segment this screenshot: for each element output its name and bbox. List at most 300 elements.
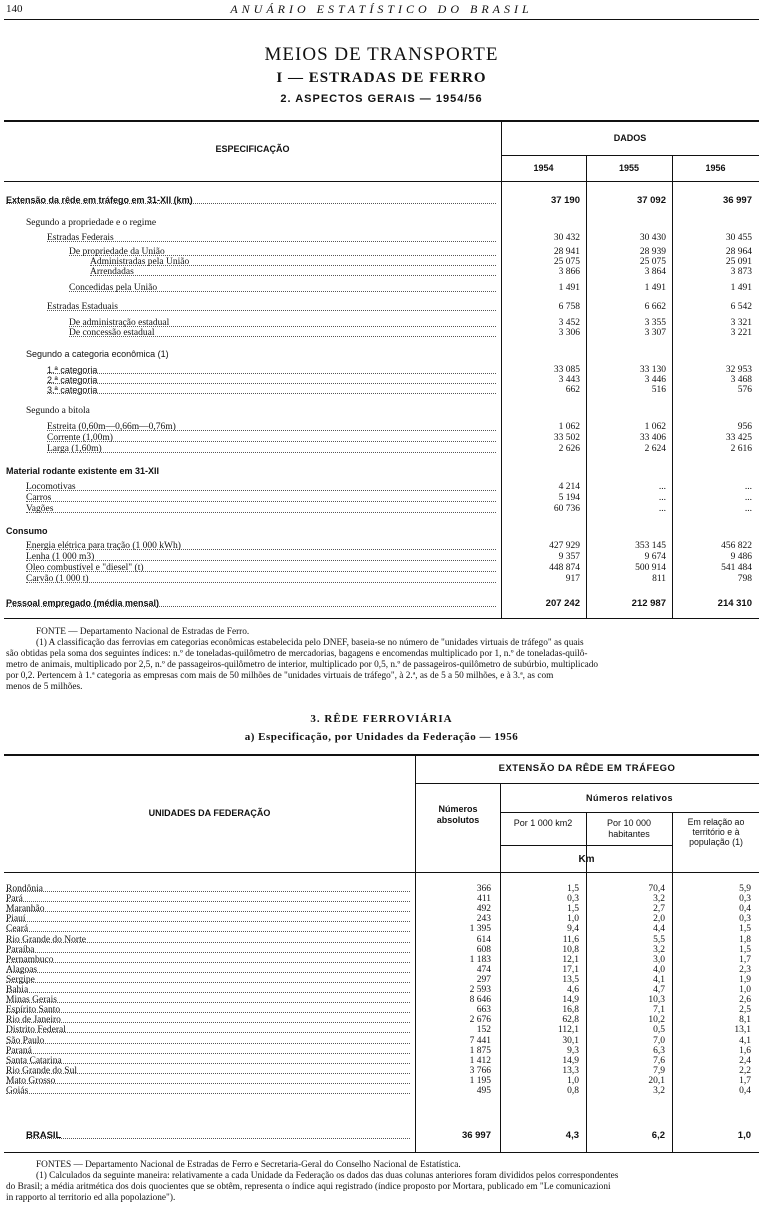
cell-value: 1,9 xyxy=(739,974,751,985)
cell-value: 4,0 xyxy=(653,964,665,975)
table-row xyxy=(0,1036,763,1046)
cell-value: 427 929 xyxy=(549,541,580,551)
cell-value: 36 997 xyxy=(722,195,752,206)
cell-value: 9,4 xyxy=(567,924,579,935)
state-name: Paraíba xyxy=(6,944,35,955)
cell-value: 2 626 xyxy=(558,444,580,454)
cell-value: 0,4 xyxy=(739,1086,751,1096)
footnote-line: por 0,2. Pertencem à 1.ª categoria as empresas com mais de 50 milhões de "unidades virtuais de tráfego", à 2.ª, as de 5 a 50 milhões, e à 3.ª, as com xyxy=(6,671,554,681)
cell-value: 1 491 xyxy=(558,283,580,293)
cell-value: 28 939 xyxy=(639,247,666,257)
subsection-title: 2. ASPECTOS GERAIS — 1954/56 xyxy=(280,93,483,105)
year-header-1955: 1955 xyxy=(618,163,640,173)
cell-value: 2,4 xyxy=(739,1055,751,1066)
row-label: Pessoal empregado (média mensal) xyxy=(6,598,160,608)
cell-value: 0,8 xyxy=(567,1086,579,1096)
cell-value: 9 357 xyxy=(558,552,580,562)
cell-value: 5,9 xyxy=(739,884,751,894)
cell-value: 1,7 xyxy=(739,954,751,965)
cell-value: 3 766 xyxy=(469,1065,491,1076)
combined-index-header: Em relação ao território e à população (1) xyxy=(687,817,745,847)
row-label: Segundo a categoria econômica (1) xyxy=(26,349,169,359)
table-row xyxy=(0,945,763,955)
cell-value: 541 484 xyxy=(721,563,752,573)
leader-dots xyxy=(6,1022,410,1023)
cell-value: 70,4 xyxy=(648,884,665,894)
cell-value: 9 674 xyxy=(644,552,666,562)
cell-value: 1 183 xyxy=(469,954,491,965)
leader-dots xyxy=(6,901,410,902)
state-name: Piauí xyxy=(6,914,26,925)
cell-value: 243 xyxy=(476,914,491,925)
year-header-1956: 1956 xyxy=(705,163,726,173)
cell-value: 62,8 xyxy=(562,1015,579,1026)
cell-value: 3 307 xyxy=(644,328,666,338)
table-row xyxy=(0,1025,763,1035)
state-name: Bahia xyxy=(6,985,29,995)
row-label: Estradas Estaduais xyxy=(47,302,118,312)
cell-value: 3 452 xyxy=(558,318,580,328)
cell-value: 1 875 xyxy=(469,1045,491,1056)
table-row xyxy=(0,1015,763,1025)
cell-value: 1,0 xyxy=(567,914,579,925)
cell-value: 576 xyxy=(737,385,752,395)
row-label: Segundo a propriedade e o regime xyxy=(26,218,157,228)
cell-value: 608 xyxy=(476,944,491,955)
row-label: Lenha (1 000 m3) xyxy=(26,552,95,562)
table-row xyxy=(0,349,763,360)
cell-value: 3 468 xyxy=(730,375,752,385)
state-name: Minas Gerais xyxy=(6,995,57,1006)
cell-value: 13,3 xyxy=(562,1065,579,1076)
table-row xyxy=(0,267,763,278)
footnote-line: do Brasil; a média aritmética dos dois quocientes que se obtêm, representa o índice aqui registrado (índice proposto por Mortara, publicado em "Le comunicazioni xyxy=(6,1182,611,1192)
cell-value: 10,3 xyxy=(648,995,665,1006)
cell-value: ... xyxy=(658,493,666,503)
cell-value: 4,1 xyxy=(739,1035,751,1046)
state-name: Mato Grosso xyxy=(6,1075,56,1086)
state-name: Ceará xyxy=(6,924,29,935)
leader-dots xyxy=(90,275,496,276)
total-value: 1,0 xyxy=(737,1130,751,1141)
per-population-header: Por 10 000 habitantes xyxy=(606,818,652,839)
cell-value: 3,2 xyxy=(653,894,665,905)
table-row xyxy=(0,1046,763,1056)
footnote-line: metro de animais, multiplicado por 2,5, n.º de passageiros-quilômetro de interior, multiplicado por 0,5, n.º de passageiros-quilômetro de subúrbio, multiplicado xyxy=(6,660,599,670)
cell-value: 2,5 xyxy=(739,1005,751,1016)
cell-value: 6,3 xyxy=(653,1045,665,1056)
total-value: 36 997 xyxy=(461,1130,491,1141)
leader-dots xyxy=(6,911,410,912)
cell-value: 3 866 xyxy=(558,267,580,277)
cell-value: 1 062 xyxy=(644,422,666,432)
total-label: BRASIL xyxy=(26,1130,62,1141)
cell-value: 30 455 xyxy=(725,233,752,243)
leader-dots xyxy=(6,952,410,953)
cell-value: 1 412 xyxy=(469,1055,491,1066)
cell-value: ... xyxy=(744,504,752,514)
cell-value: 1,5 xyxy=(739,944,751,955)
table-row xyxy=(0,504,763,515)
footnote-line: (1) A classificação das ferrovias em categorias econômicas estabelecida pelo DNEF, baseia-se no número de "unidades virtuais de tráfego" as quais xyxy=(36,638,584,648)
cell-value: 3,0 xyxy=(653,954,665,965)
leader-dots xyxy=(6,962,410,963)
cell-value: 13,1 xyxy=(734,1025,751,1036)
total-value: 4,3 xyxy=(565,1130,579,1141)
row-label: De concessão estadual xyxy=(69,328,155,338)
cell-value: 33 406 xyxy=(639,433,666,443)
row-label: Carros xyxy=(26,493,52,503)
leader-dots xyxy=(6,1002,410,1003)
table-row xyxy=(0,924,763,934)
row-label: Larga (1,60m) xyxy=(47,444,102,454)
cell-value: 14,9 xyxy=(562,1055,579,1066)
leader-dots xyxy=(6,1012,410,1013)
cell-value: 4 214 xyxy=(558,482,580,492)
uf-header: UNIDADES DA FEDERAÇÃO xyxy=(148,808,271,818)
cell-value: 32 953 xyxy=(725,365,752,375)
cell-value: 1 491 xyxy=(730,283,752,293)
cell-value: 956 xyxy=(737,422,752,432)
row-label: Estradas Federais xyxy=(47,233,114,243)
row-label: Concedidas pela União xyxy=(69,283,158,293)
cell-value: 2,2 xyxy=(739,1065,751,1076)
state-name: Rondônia xyxy=(6,884,43,894)
total-value: 6,2 xyxy=(651,1130,665,1141)
main-title: MEIOS DE TRANSPORTE xyxy=(264,44,499,65)
table-row xyxy=(0,302,763,313)
state-name: Rio Grande do Sul xyxy=(6,1065,77,1076)
cell-value: 14,9 xyxy=(562,995,579,1006)
leader-dots xyxy=(26,560,496,561)
cell-value: 3,2 xyxy=(653,944,665,955)
cell-value: 3 221 xyxy=(730,328,752,338)
cell-value: 1,8 xyxy=(739,934,751,945)
cell-value: 474 xyxy=(476,964,491,975)
table-row xyxy=(0,541,763,552)
cell-value: 1 491 xyxy=(644,283,666,293)
leader-dots xyxy=(47,383,496,384)
table-row xyxy=(0,466,763,477)
row-label: De administração estadual xyxy=(69,318,170,328)
leader-dots xyxy=(6,1043,410,1044)
leader-dots xyxy=(26,1138,410,1139)
cell-value: 411 xyxy=(477,894,491,905)
cell-value: 3 864 xyxy=(644,267,666,277)
cell-value: 25 091 xyxy=(725,257,752,267)
cell-value: 37 190 xyxy=(550,195,580,206)
header-rule xyxy=(4,19,759,20)
cell-value: 1,0 xyxy=(739,985,751,995)
row-label: Estreita (0,60m—0,66m—0,76m) xyxy=(47,422,176,432)
state-name: Alagoas xyxy=(6,964,38,975)
table-row xyxy=(0,233,763,244)
relative-header: Números relativos xyxy=(585,793,674,803)
row-label: Segundo a bitola xyxy=(26,406,90,416)
leader-dots xyxy=(6,1032,410,1033)
cell-value: 33 502 xyxy=(553,433,580,443)
table-row xyxy=(0,894,763,904)
leader-dots xyxy=(6,891,410,892)
cell-value: 1 395 xyxy=(469,924,491,935)
leader-dots xyxy=(26,512,496,513)
state-name: Rio de Janeiro xyxy=(6,1015,61,1026)
cell-value: 33 425 xyxy=(725,433,752,443)
table-row xyxy=(0,563,763,574)
cell-value: 4,7 xyxy=(653,985,665,995)
cell-value: 917 xyxy=(565,574,580,584)
cell-value: 1,0 xyxy=(567,1075,579,1086)
cell-value: 2,0 xyxy=(653,914,665,925)
table-row xyxy=(0,975,763,985)
table-row xyxy=(0,1076,763,1086)
section-title: I — ESTRADAS DE FERRO xyxy=(276,70,487,86)
cell-value: 33 085 xyxy=(553,365,580,375)
cell-value: ... xyxy=(744,493,752,503)
row-label: 3.ª categoria xyxy=(47,385,98,395)
cell-value: 2 593 xyxy=(469,985,491,995)
cell-value: 7 441 xyxy=(469,1035,491,1046)
cell-value: 30,1 xyxy=(562,1035,579,1046)
cell-value: 0,3 xyxy=(739,914,751,925)
leader-dots xyxy=(47,373,496,374)
cell-value: 2 676 xyxy=(469,1015,491,1026)
table-row xyxy=(0,406,763,417)
per-area-header: Por 1 000 km2 xyxy=(513,818,573,828)
page-number: 140 xyxy=(6,3,23,15)
cell-value: ... xyxy=(658,504,666,514)
cell-value: 6 662 xyxy=(644,302,666,312)
section3-title: 3. RÊDE FERROVIÁRIA xyxy=(310,713,453,725)
table-row xyxy=(0,493,763,504)
row-label: Arrendadas xyxy=(90,267,134,277)
row-label: Corrente (1,00m) xyxy=(47,433,113,443)
table-row xyxy=(0,1056,763,1066)
cell-value: 6 758 xyxy=(558,302,580,312)
cell-value: 7,1 xyxy=(653,1005,665,1016)
cell-value: 456 822 xyxy=(721,541,752,551)
table-row xyxy=(0,914,763,924)
cell-value: 2,3 xyxy=(739,964,751,975)
cell-value: 60 736 xyxy=(553,504,580,514)
cell-value: 13,5 xyxy=(562,974,579,985)
leader-dots xyxy=(6,1093,410,1094)
cell-value: 8,1 xyxy=(739,1015,751,1026)
state-name: São Paulo xyxy=(6,1035,45,1046)
table-row xyxy=(0,283,763,294)
row-label: Carvão (1 000 t) xyxy=(26,574,89,584)
cell-value: 11,6 xyxy=(562,934,579,945)
table-row xyxy=(0,1066,763,1076)
cell-value: 9 486 xyxy=(730,552,752,562)
cell-value: 16,8 xyxy=(562,1005,579,1016)
row-label: Locomotivas xyxy=(26,482,76,492)
cell-value: 2,6 xyxy=(739,995,751,1006)
row-label: Vagões xyxy=(26,504,54,514)
state-name: Maranhão xyxy=(6,904,45,915)
cell-value: 20,1 xyxy=(648,1075,665,1086)
cell-value: 0,3 xyxy=(739,894,751,905)
state-name: Distrito Federal xyxy=(6,1025,66,1036)
cell-value: 12,1 xyxy=(562,954,579,965)
cell-value: 448 874 xyxy=(549,563,580,573)
table-row xyxy=(0,884,763,894)
footnote-line: in rapporto al territorio ed alla popolazione"). xyxy=(6,1193,176,1203)
row-label: Material rodante existente em 31-XII xyxy=(6,466,160,476)
table-row xyxy=(0,985,763,995)
row-label: De propriedade da União xyxy=(69,247,165,257)
cell-value: 614 xyxy=(476,934,491,945)
cell-value: 7,0 xyxy=(653,1035,665,1046)
extension-header: EXTENSÃO DA RÊDE EM TRÁFEGO xyxy=(498,763,676,774)
cell-value: 798 xyxy=(737,574,752,584)
footnote-line: são obtidas pela soma dos seguintes índices: n.º de toneladas-quilômetro de mercadorias, bagagens e encomendas multiplicado por 1, n.º de toneladas-quilô- xyxy=(6,649,588,659)
table-row xyxy=(0,955,763,965)
table-row xyxy=(0,552,763,563)
cell-value: 366 xyxy=(476,884,491,894)
state-name: Pernambuco xyxy=(6,954,54,965)
cell-value: 4,1 xyxy=(653,974,665,985)
cell-value: 1 062 xyxy=(558,422,580,432)
cell-value: 25 075 xyxy=(553,257,580,267)
km-unit-header: Km xyxy=(578,854,595,865)
cell-value: 8 646 xyxy=(469,995,491,1006)
cell-value: 2,7 xyxy=(653,904,665,915)
cell-value: 2 616 xyxy=(730,444,752,454)
state-name: Sergipe xyxy=(6,974,35,985)
footnote-line: menos de 5 milhões. xyxy=(6,682,83,692)
cell-value: 0,5 xyxy=(653,1025,665,1036)
data-header: DADOS xyxy=(613,133,647,143)
cell-value: 492 xyxy=(476,904,491,915)
running-title: ANUÁRIO ESTATÍSTICO DO BRASIL xyxy=(230,2,533,16)
cell-value: 662 xyxy=(565,385,580,395)
leader-dots xyxy=(6,1063,410,1064)
section3-subtitle: a) Especificação, por Unidades da Federação — 1956 xyxy=(244,731,519,743)
cell-value: 5,5 xyxy=(653,934,665,945)
cell-value: 495 xyxy=(476,1086,491,1096)
table-row xyxy=(0,195,763,206)
state-name: Goiás xyxy=(6,1086,29,1096)
row-label: Óleo combustível e "diesel" (t) xyxy=(26,563,144,573)
cell-value: 3 443 xyxy=(558,375,580,385)
leader-dots xyxy=(26,490,496,491)
leader-dots xyxy=(6,972,410,973)
cell-value: 3 446 xyxy=(644,375,666,385)
table-row xyxy=(0,328,763,339)
cell-value: 25 075 xyxy=(639,257,666,267)
cell-value: 297 xyxy=(476,974,491,985)
cell-value: 3 306 xyxy=(558,328,580,338)
total-row xyxy=(0,1130,763,1141)
table-row xyxy=(0,598,763,609)
table-row xyxy=(0,482,763,493)
cell-value: 212 987 xyxy=(631,598,666,609)
row-label: Administradas pela União xyxy=(90,257,190,267)
leader-dots xyxy=(47,393,496,394)
state-name: Espírito Santo xyxy=(6,1005,61,1016)
cell-value: 3 321 xyxy=(730,318,752,328)
table-row xyxy=(0,385,763,396)
cell-value: 112,1 xyxy=(557,1025,579,1036)
cell-value: ... xyxy=(744,482,752,492)
row-label: Consumo xyxy=(6,526,48,536)
table-row xyxy=(0,1005,763,1015)
table-row xyxy=(0,1086,763,1096)
cell-value: 152 xyxy=(476,1025,491,1036)
row-label: 1.ª categoria xyxy=(47,365,98,375)
source-note: FONTE — Departamento Nacional de Estradas de Ferro. xyxy=(36,627,250,637)
cell-value: 663 xyxy=(476,1005,491,1016)
cell-value: 4,4 xyxy=(653,924,665,935)
row-label: Energia elétrica para tração (1 000 kWh) xyxy=(26,541,181,551)
leader-dots xyxy=(26,582,496,583)
cell-value: ... xyxy=(658,482,666,492)
cell-value: 214 310 xyxy=(717,598,752,609)
table-row xyxy=(0,965,763,975)
cell-value: 811 xyxy=(652,574,666,584)
table-row xyxy=(0,218,763,229)
leader-dots xyxy=(47,441,496,442)
leader-dots xyxy=(47,241,496,242)
state-name: Santa Catarina xyxy=(6,1055,62,1066)
cell-value: 0,3 xyxy=(567,894,579,905)
cell-value: 1,5 xyxy=(567,904,579,915)
source-note: FONTES — Departamento Nacional de Estradas de Ferro e Secretaria-Geral do Conselho Nacional de Estatística. xyxy=(36,1160,461,1170)
year-header-1954: 1954 xyxy=(533,163,554,173)
table-row xyxy=(0,422,763,433)
table-row xyxy=(0,995,763,1005)
footnote-line: (1) Calculados da seguinte maneira: relativamente a cada Unidade da Federação os dados das duas colunas anteriores foram divididos pelos correspondentes xyxy=(36,1171,619,1181)
cell-value: 7,6 xyxy=(653,1055,665,1066)
spec-header: ESPECIFICAÇÃO xyxy=(215,144,290,154)
cell-value: 5 194 xyxy=(558,493,580,503)
table-row xyxy=(0,904,763,914)
leader-dots xyxy=(6,931,410,932)
table-row xyxy=(0,444,763,455)
cell-value: 1 195 xyxy=(469,1075,491,1086)
leader-dots xyxy=(6,982,410,983)
state-name: Rio Grande do Norte xyxy=(6,934,86,945)
cell-value: 1,6 xyxy=(739,1045,751,1056)
cell-value: 1,5 xyxy=(567,884,579,894)
leader-dots xyxy=(6,1083,410,1084)
cell-value: 30 432 xyxy=(553,233,580,243)
cell-value: 1,5 xyxy=(739,924,751,935)
cell-value: 4,6 xyxy=(567,985,579,995)
leader-dots xyxy=(6,1053,410,1054)
cell-value: 500 914 xyxy=(635,563,666,573)
table-row xyxy=(0,526,763,537)
cell-value: 30 430 xyxy=(639,233,666,243)
cell-value: 3 873 xyxy=(730,267,752,277)
row-label: 2.ª categoria xyxy=(47,375,98,385)
leader-dots xyxy=(47,452,496,453)
cell-value: 28 964 xyxy=(725,247,752,257)
cell-value: 10,2 xyxy=(648,1015,665,1026)
table-row xyxy=(0,433,763,444)
cell-value: 6 542 xyxy=(730,302,752,312)
cell-value: 207 242 xyxy=(545,598,580,609)
row-label: Extensão da rêde em tráfego em 31-XII (km) xyxy=(6,195,193,205)
cell-value: 28 941 xyxy=(553,247,580,257)
table-row xyxy=(0,574,763,585)
cell-value: 10,8 xyxy=(562,944,579,955)
cell-value: 3 355 xyxy=(644,318,666,328)
leader-dots xyxy=(26,501,496,502)
cell-value: 3,2 xyxy=(653,1086,665,1096)
cell-value: 37 092 xyxy=(636,195,666,206)
